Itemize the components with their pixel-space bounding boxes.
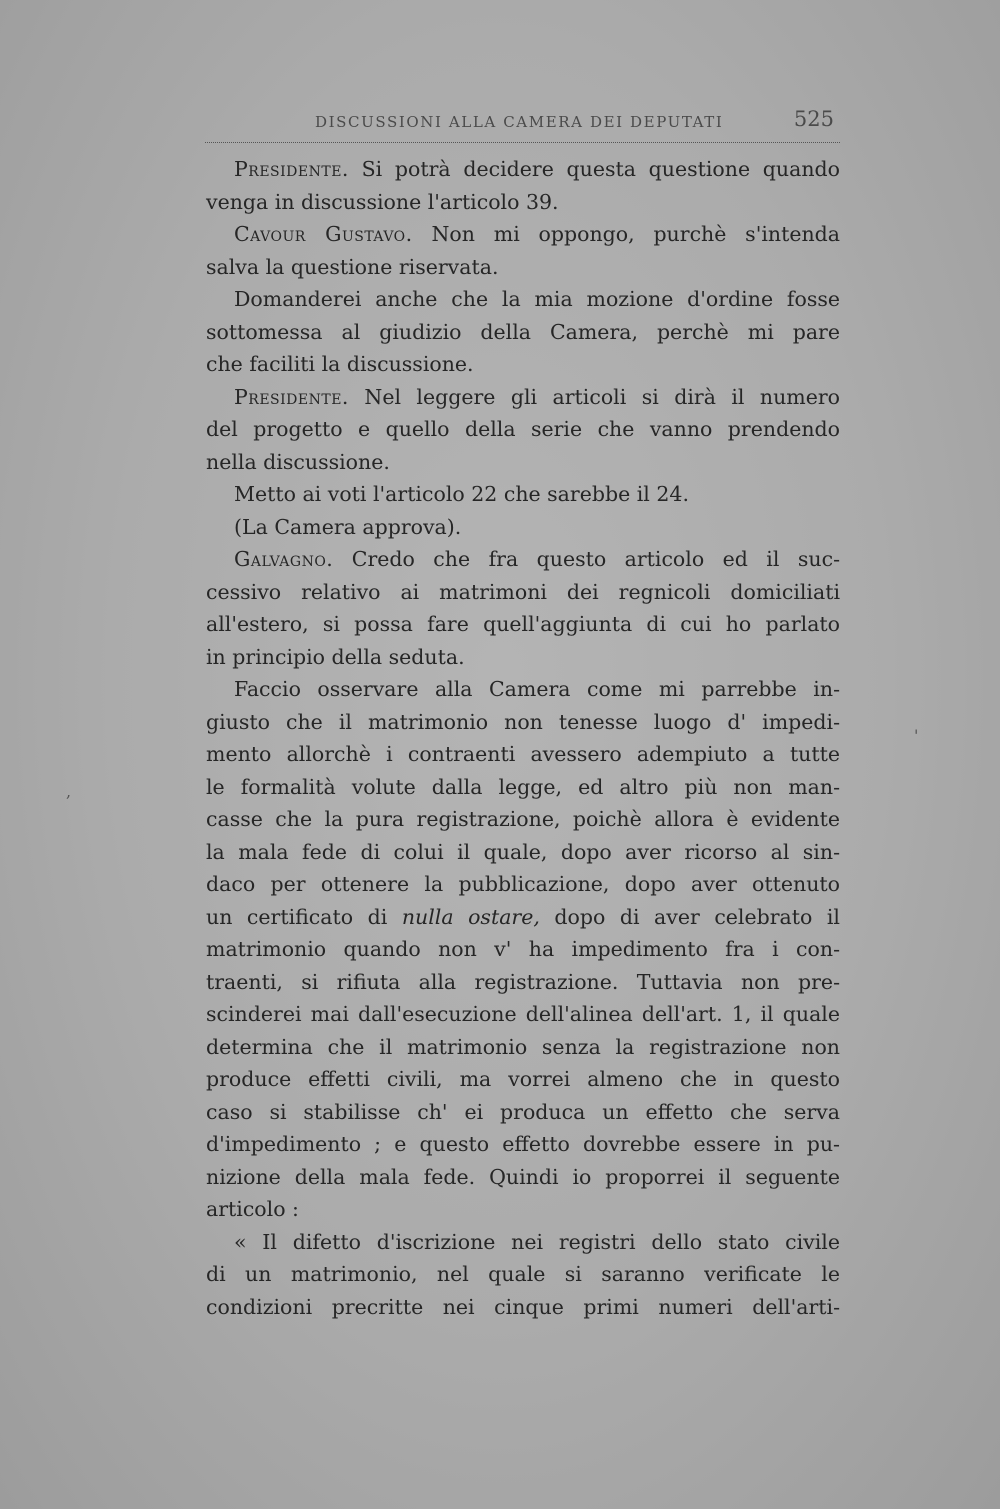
text-line: in principio della seduta. — [206, 644, 465, 669]
speaker-name: Presidente. — [234, 157, 349, 181]
paper-speck: , — [66, 782, 72, 801]
text-line: « Il difetto d'iscrizione nei registri dello stato civile — [234, 1229, 840, 1254]
text-line: di un matrimonio, nel quale si saranno verificate le — [206, 1262, 840, 1286]
paper-speck: ' — [914, 726, 919, 745]
text-line: Cavour Gustavo. Non mi oppongo, purchè s'intenda — [234, 222, 841, 246]
text-line: venga in discussione l'articolo 39. — [206, 189, 559, 214]
text-line: articolo : — [206, 1197, 299, 1221]
text-line: nizione della mala fede. Quindi io proporrei il seguente — [206, 1164, 840, 1189]
running-title: DISCUSSIONI ALLA CAMERA DEI DEPUTATI — [315, 113, 724, 131]
text-line: un certificato di nulla ostare, dopo di aver celebrato il — [206, 904, 840, 929]
text-line: condizioni precritte nei cinque primi numeri dell'arti- — [206, 1294, 840, 1319]
text-line: mento allorchè i contraenti avessero adempiuto a tutte — [206, 742, 840, 766]
text-line: (La Camera approva). — [234, 514, 462, 539]
text-line: daco per ottenere la pubblicazione, dopo aver ottenuto — [206, 872, 840, 896]
text-line: salva la questione riservata. — [206, 254, 499, 279]
text-line: matrimonio quando non v' ha impedimento fra i con- — [206, 937, 840, 961]
text-line: Metto ai voti l'articolo 22 che sarebbe il 24. — [234, 482, 689, 506]
page-number: 525 — [793, 107, 834, 131]
text-line: all'estero, si possa fare quell'aggiunta di cui ho parlato — [206, 612, 840, 636]
text-line: casse che la pura registrazione, poichè allora è evidente — [206, 807, 840, 831]
text-line: Presidente. Nel leggere gli articoli si dirà il numero — [234, 384, 840, 409]
body-text — [206, 153, 840, 1323]
text-line: Domanderei anche che la mia mozione d'ordine fosse — [234, 287, 840, 311]
text-line: giusto che il matrimonio non tenesse luogo d' impedi- — [206, 709, 840, 734]
text-line: sottomessa al giudizio della Camera, perchè mi pare — [206, 319, 840, 344]
text-line: caso si stabilisse ch' ei produca un effetto che serva — [206, 1099, 840, 1124]
text-line: nella discussione. — [206, 449, 390, 474]
text-line: le formalità volute dalla legge, ed altro più non man- — [206, 774, 840, 799]
speaker-name: Galvagno. — [234, 547, 334, 571]
text-line: che faciliti la discussione. — [206, 352, 474, 376]
text-line: cessivo relativo ai matrimoni dei regnicoli domiciliati — [206, 579, 840, 604]
page-header — [205, 103, 840, 139]
header-rule — [205, 142, 840, 143]
text-line: d'impedimento ; e questo effetto dovrebbe essere in pu- — [206, 1132, 840, 1156]
text-line: la mala fede di colui il quale, dopo aver ricorso al sin- — [206, 839, 840, 864]
text-line: determina che il matrimonio senza la registrazione non — [206, 1034, 840, 1059]
text-line: traenti, si rifiuta alla registrazione. Tuttavia non pre- — [206, 969, 840, 994]
text-line: scinderei mai dall'esecuzione dell'alinea dell'art. 1, il quale — [206, 1002, 840, 1026]
text-line: Faccio osservare alla Camera come mi parrebbe in- — [234, 677, 840, 701]
text-line: Presidente. Si potrà decidere questa questione quando — [234, 157, 840, 181]
speaker-name: Cavour Gustavo. — [234, 222, 413, 246]
text-line: del progetto e quello della serie che vanno prendendo — [206, 417, 840, 441]
text-line: produce effetti civili, ma vorrei almeno che in questo — [206, 1067, 840, 1091]
text-line: Galvagno. Credo che fra questo articolo ed il suc- — [234, 547, 840, 571]
italic-phrase: nulla ostare, — [401, 904, 540, 929]
speaker-name: Presidente. — [234, 384, 349, 409]
